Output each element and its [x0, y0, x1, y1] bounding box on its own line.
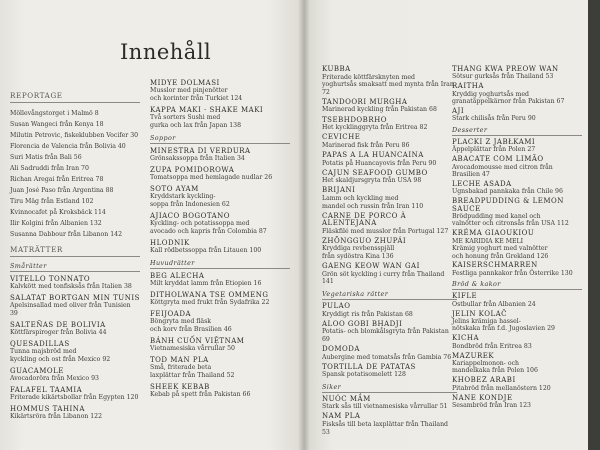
dish-description: mandelkaka från Polen 106 [452, 367, 538, 375]
menu-entry [452, 353, 582, 375]
dish-description: Kyckling- och potatissoppa med [150, 220, 250, 227]
dish-name: KAISERSCHMARREN [452, 261, 538, 270]
menu-entry [452, 139, 582, 154]
section-rule [452, 289, 582, 290]
menu-entry [150, 239, 290, 255]
menu-entry [452, 335, 582, 350]
dish-description: Lamm och kyckling med [322, 194, 399, 202]
menu-entry [322, 213, 457, 236]
dish-name: MIDYE DOLMASI [150, 79, 220, 87]
dish-name: RAITHA [452, 82, 484, 91]
menu-entry [10, 367, 140, 383]
dish-description: Grönsakssoppa från Italien 34 [150, 155, 245, 162]
dish-name: CARNE DE PORCO À ALENTEJANA [322, 211, 407, 228]
dish-name: KAPPA MAKI · SHAKE MAKI [150, 106, 264, 114]
section-rule [452, 135, 582, 136]
dish-description: yoghurtsås smaksatt med mynta från Iran 72 [322, 81, 454, 96]
dish-name: TANDOORI MURGHA [322, 97, 408, 106]
dish-name: KRÉMA GIAOUKIOU [452, 229, 535, 238]
menu-entry [322, 152, 457, 167]
dish-description: Friterade köttfärsknyten med [322, 73, 415, 81]
menu-entry [322, 364, 457, 379]
dish-description: Vietnamesiska vårrullar 50 [150, 345, 235, 352]
smaratter-heading: Smårätter [10, 262, 47, 270]
dish-name: THANG KWA PREOW WAN [452, 65, 559, 73]
dish-name: BÁNH CUỐN VIỆTNAM [150, 337, 245, 345]
reportage-item: Ilir Kolgini från Albanien 132 [10, 220, 102, 227]
dish-description: Potatis- och blomkålsgryta från Pakistan 69 [322, 328, 449, 343]
page-title: Innehåll [120, 40, 212, 64]
reportage-item: Möllevångstorget i Malmö 8 [10, 110, 99, 117]
dish-description: Potatis på Huancayovis från Peru 90 [322, 159, 437, 167]
dish-description: Böngryta med fläsk [150, 318, 212, 325]
dish-name: QUESADILLAS [10, 340, 70, 348]
dish-description: Tunna majsbröd med [10, 348, 77, 355]
menu-entry [322, 170, 457, 185]
dish-name: ZUPA POMIDOROWA [150, 166, 235, 174]
dish-name: CEVICHE [322, 133, 361, 142]
dish-description: Spansk potatisomelett 128 [322, 371, 406, 379]
dish-description: Sesambröd från Iran 123 [452, 402, 531, 410]
reportage-heading: REPORTAGE [10, 91, 63, 100]
menu-entry [150, 383, 290, 399]
menu-entry [150, 310, 290, 334]
dish-name: MAZUREK [452, 351, 495, 360]
section-rule [150, 268, 290, 269]
dish-description: Köttfärspiroger från Bolivia 44 [10, 329, 107, 336]
dish-description: granatäppelkärnor från Pakistan 67 [452, 98, 565, 106]
menu-entry [452, 311, 582, 333]
dish-description: Ostbullar från Albanien 24 [452, 300, 536, 308]
section-rule [322, 299, 457, 300]
dish-description: Aubergine med tomatsås från Gambia 76 [322, 353, 452, 361]
left-column-2 [150, 79, 290, 402]
dish-description: Sötsur gurksås från Thailand 53 [452, 73, 554, 81]
dish-name: SOTO AYAM [150, 185, 199, 193]
dish-name: NUÓC MẮM [322, 394, 371, 403]
dish-name: TOD MAN PLA [150, 356, 209, 364]
menu-entry [150, 337, 290, 353]
dish-description: Marinerad kyckling från Pakistan 68 [322, 106, 437, 114]
menu-entry [150, 79, 290, 103]
menu-entry [452, 66, 582, 81]
dish-description: Het skaldjursgryta från USA 98 [322, 177, 422, 185]
dish-name: SHEEK KEBAB [150, 383, 210, 391]
dish-name: CAJUN SEAFOOD GUMBO [322, 168, 428, 177]
menu-entry [322, 346, 457, 361]
reportage-item: Suri Matis från Bali 56 [10, 154, 82, 161]
reportage-item: Richan Aregai från Eritrea 78 [10, 176, 104, 183]
menu-entry [452, 395, 582, 410]
vegetariska-heading: Vegetariska rätter [322, 289, 389, 298]
dish-description: Apelsinsallad med oliver från Tunisien 39 [10, 302, 131, 317]
menu-entry [452, 108, 582, 123]
dish-description: Marinerad fisk från Peru 86 [322, 141, 410, 149]
reportage-item: Milutin Petrovic, fiskeklubben Vocifer 30 [10, 132, 139, 139]
soppor-heading: Soppor [150, 134, 176, 142]
dish-name: KUBBA [322, 65, 351, 73]
menu-entry [452, 198, 582, 228]
menu-entry [150, 185, 290, 209]
menu-entry [322, 187, 457, 210]
left-column-1 [10, 92, 140, 424]
dish-description: Kariappelmonon- och [452, 360, 520, 367]
dish-name: HOMMUS TAHINA [10, 405, 85, 413]
dish-description: Tomatsoppa med hemlagade nudlar 26 [150, 174, 273, 181]
dish-description: Bondbröd från Eritrea 83 [452, 342, 532, 350]
dish-name: GUACAMOLE [10, 367, 64, 375]
dish-description: Festliga pannkakor från Österrike 130 [452, 269, 573, 277]
dish-name: SALTEÑAS DE BOLIVIA [10, 321, 106, 329]
menu-entry [322, 413, 457, 436]
menu-entry [10, 405, 140, 421]
dish-description: nötskaka från f.d. Jugoslavien 29 [452, 325, 555, 333]
menu-entry [452, 293, 582, 308]
dish-description: Friterade kikärtsbollar från Egypten 120 [10, 394, 139, 401]
dish-description: Grön söt kyckling i curry från Thailand 141 [322, 270, 445, 286]
dish-description: Stark chilisås från Peru 90 [452, 115, 536, 123]
dish-description: Kryddig yoghurtsås med [452, 90, 529, 98]
dish-description: Pitabröd från mellanöstern 120 [452, 384, 551, 392]
dish-name: ABACATE COM LIMÃO [452, 155, 544, 164]
dish-name: PLACKI Z JABŁKAMI [452, 137, 536, 146]
menu-entry [452, 230, 582, 260]
dish-description: Små, friterade beta [150, 364, 212, 371]
reportage-item: Ali Sadruddi från Iran 70 [10, 165, 89, 172]
dish-description: och korinter från Turkiet 124 [150, 95, 243, 102]
menu-entry [322, 238, 457, 261]
dish-description: Avocadoröra från Mexico 93 [10, 375, 99, 382]
dish-name: BREADPUDDING & LEMON SAUCE [452, 197, 564, 213]
dish-name: JELIN KOLAČ [452, 309, 508, 318]
menu-entry [150, 291, 290, 307]
dish-description: och korv från Brasilien 46 [150, 326, 232, 333]
dish-description: Krämig yoghurt med valnötter [452, 245, 548, 253]
menu-entry [150, 356, 290, 380]
dish-description: Brödpudding med kanel och [452, 213, 541, 220]
dish-description: kyckling och ost från Mexico 92 [10, 356, 111, 363]
dish-name: SALATAT BORTGAN MIN TUNIS [10, 294, 140, 302]
dish-name: ALOO GOBI BHADJI [322, 319, 403, 328]
section-rule [10, 256, 140, 257]
page-edge [588, 0, 600, 450]
dish-name: BEG ALECHA [150, 272, 205, 280]
dish-description: Kryddigt ris från Pakistan 68 [322, 310, 413, 318]
matratter-heading: MATRÄTTER [10, 245, 63, 254]
dish-name: PULAO [322, 301, 351, 310]
dish-name: DITHOLWANA TSE OMMENG [150, 291, 269, 299]
reportage-item: Susan Wangeci från Kenya 18 [10, 121, 104, 128]
dish-name: GAENG KEOW WAN GAI [322, 262, 420, 271]
menu-entry [10, 321, 140, 337]
dish-description: gurka och lax från Japan 138 [150, 122, 242, 129]
huvudratter-heading: Huvudrätter [150, 259, 195, 267]
menu-entry [10, 386, 140, 402]
section-rule [10, 271, 140, 272]
dish-description: Kikärtsröra från Libanon 122 [10, 413, 103, 420]
dish-description: mandel och russin från Iran 110 [322, 202, 424, 210]
dish-name: KICHA [452, 334, 480, 343]
menu-entry [150, 106, 290, 130]
menu-entry [322, 117, 457, 132]
dish-description: valnötter och citronsås från USA 112 [452, 220, 569, 228]
dish-description: från sydöstra Kina 136 [322, 253, 394, 261]
menu-entry [150, 272, 290, 288]
reportage-item: Tiru Mäg från Estland 102 [10, 198, 94, 205]
dish-description: Musslor med pinjenötter [150, 87, 228, 94]
section-rule [10, 102, 140, 103]
dish-description: Kalvkött med tonfisksås från Italien 38 [10, 283, 132, 290]
dish-description: Het kycklinggryta från Eritrea 82 [322, 124, 428, 132]
dish-description: Köttgryta med frukt från Sydafrika 22 [150, 299, 270, 306]
siker-heading: Siker [322, 382, 342, 391]
menu-entry [322, 99, 457, 114]
brod-heading: Bröd & kakor [452, 280, 501, 289]
dish-description: ME KARIDIA KE MELI [452, 237, 524, 245]
dish-name: BRIJANI [322, 186, 356, 195]
dish-name: AJI [452, 107, 465, 116]
menu-entry [322, 321, 457, 344]
menu-entry [10, 294, 140, 318]
dish-name: DOMODA [322, 344, 360, 353]
menu-entry [322, 263, 457, 286]
dish-name: PAPAS A LA HUANCAINA [322, 150, 424, 159]
menu-entry [150, 212, 290, 236]
dish-description: Stark sås till vietnamesiska vårrullar 51 [322, 403, 448, 411]
dish-description: Jelins krämiga hassel- [452, 317, 521, 325]
menu-entry [322, 134, 457, 149]
dish-name: KHOBEZ ARABI [452, 376, 516, 385]
menu-entry [452, 181, 582, 196]
dish-description: Kryddstark kyckling- [150, 193, 216, 200]
reportage-item: Florencia de Valencia från Bolivia 40 [10, 143, 126, 150]
dish-description: soppa från Indonesien 62 [150, 201, 230, 208]
dish-description: laxplättar från Thailand 52 [150, 372, 235, 379]
dish-description: Två sorters Sushi med [150, 114, 221, 121]
desserter-heading: Desserter [452, 125, 488, 134]
menu-entry [10, 275, 140, 291]
section-rule [150, 143, 290, 144]
menu-entry [150, 166, 290, 182]
menu-entry [322, 396, 457, 411]
section-rule [322, 392, 457, 393]
menu-entry [452, 156, 582, 178]
menu-entry [452, 83, 582, 105]
dish-name: TORTILLA DE PATATAS [322, 362, 416, 371]
dish-description: Kall rödbetssoppa från Litauen 100 [150, 247, 262, 254]
dish-name: FEIJOADA [150, 310, 191, 318]
dish-description: Avocadomousse med citron från Brasilien 47 [452, 163, 553, 178]
dish-description: Kebab på spett från Pakistan 66 [150, 391, 251, 398]
reportage-item: Juan José Paso från Argentina 88 [10, 187, 114, 194]
dish-description: Fisksås till beta laxplättar från Thailand 53 [322, 421, 449, 436]
right-column-2 [452, 66, 582, 412]
book-gutter [298, 0, 310, 450]
dish-name: KIFLE [452, 292, 478, 301]
dish-description: Kryddiga revbensspjäll [322, 245, 395, 253]
reportage-item: Kvinnocafet på Kroksbäck 114 [10, 209, 106, 216]
right-column-1 [322, 66, 457, 439]
dish-name: HLODNIK [150, 239, 190, 247]
dish-name: ZHŌNGGUO ZHUPÁI [322, 236, 407, 245]
dish-name: VITELLO TONNATO [10, 275, 91, 283]
menu-entry [150, 147, 290, 163]
menu-entry [452, 377, 582, 392]
dish-name: MINESTRA DI VERDURA [150, 147, 251, 155]
reportage-item: Susanna Dabbour från Libanon 142 [10, 231, 123, 238]
dish-description: Fläskfilé med musslor från Portugal 127 [322, 227, 449, 235]
dish-name: LECHE ASADA [452, 179, 512, 188]
menu-entry [10, 340, 140, 364]
dish-description: Milt kryddat lamm från Etiopien 16 [150, 280, 262, 287]
dish-name: FALAFEL TAAMIA [10, 386, 83, 394]
menu-entry [322, 303, 457, 318]
dish-description: Ugnsbakad pannkaka från Chile 96 [452, 188, 563, 196]
dish-name: NANE KONDJE [452, 393, 513, 402]
dish-name: NAM PLA [322, 412, 361, 421]
dish-description: avocado och kapris från Colombia 87 [150, 228, 267, 235]
dish-description: och honung från Grekland 126 [452, 252, 549, 260]
dish-description: Äppelplättar från Polen 27 [452, 146, 536, 154]
dish-name: TSEBHDOBRHO [322, 115, 387, 124]
menu-entry [322, 66, 457, 96]
menu-entry [452, 262, 582, 277]
dish-name: AJIACO BOGOTANO [150, 212, 231, 220]
